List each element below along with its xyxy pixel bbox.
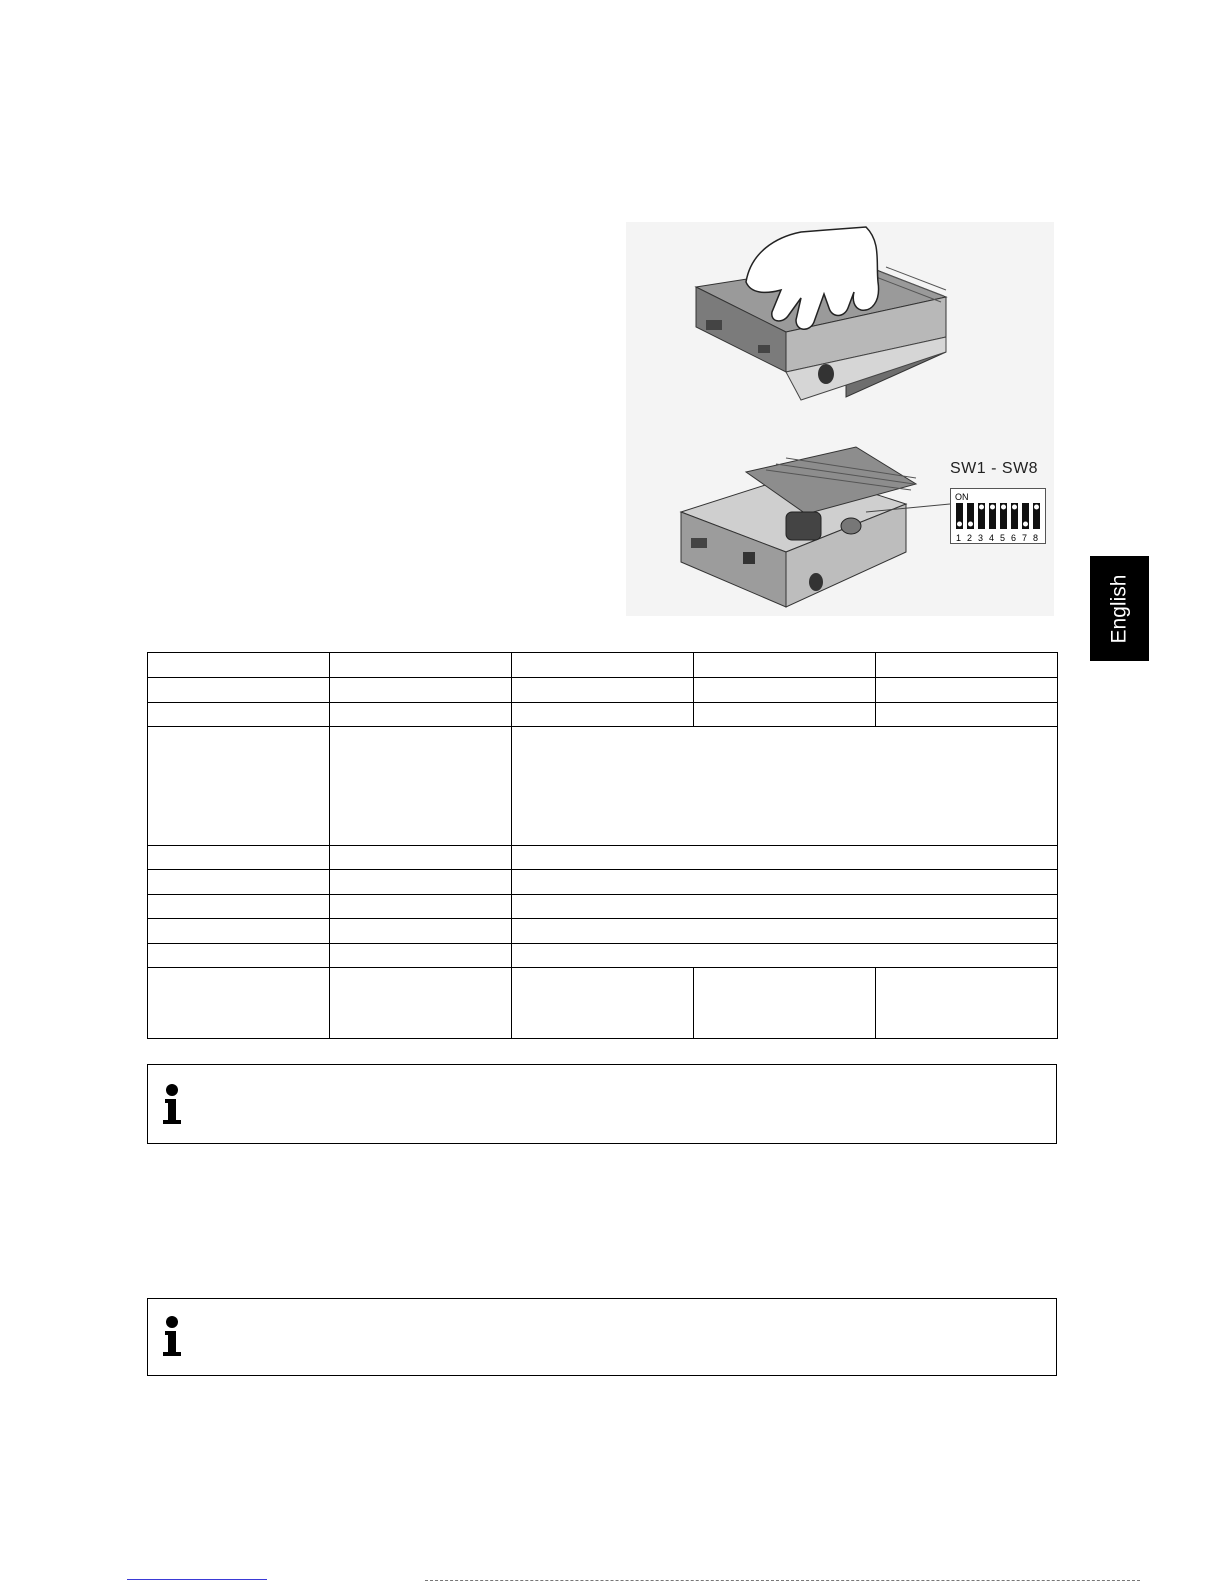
dip-number: 1: [956, 533, 962, 543]
dip-switch-drawing: [951, 489, 1045, 543]
table-cell: [694, 653, 876, 678]
table-cell: [512, 678, 694, 703]
table-cell: [148, 944, 330, 968]
table-cell: [148, 703, 330, 727]
table-cell: [876, 678, 1058, 703]
table-cell: [512, 870, 1058, 895]
table-cell: [512, 944, 1058, 968]
dip-number: 7: [1022, 533, 1028, 543]
table-cell: [330, 678, 512, 703]
printer-open: [681, 447, 950, 607]
table-cell: [148, 653, 330, 678]
info-icon: [161, 1083, 183, 1127]
table-cell: [330, 653, 512, 678]
table-cell: [330, 968, 512, 1039]
table-cell: [330, 846, 512, 870]
table-cell: [330, 703, 512, 727]
printer-closed: [696, 227, 946, 400]
table-cell: [512, 653, 694, 678]
table-cell: [512, 968, 694, 1039]
table-cell: [694, 968, 876, 1039]
table-cell: [330, 727, 512, 846]
table-row: [148, 727, 1058, 846]
printer-illustration: [626, 222, 1054, 616]
dip-number: 5: [1000, 533, 1006, 543]
info-note-box: [147, 1298, 1057, 1376]
dip-switch-levers: [956, 503, 1040, 529]
language-tab-label: English: [1107, 574, 1131, 643]
table-cell: [876, 968, 1058, 1039]
footer-rule: [425, 1580, 1140, 1581]
table-cell: [694, 678, 876, 703]
table-cell: [148, 846, 330, 870]
table-cell: [512, 846, 1058, 870]
dip-on-label: ON: [955, 492, 969, 502]
footer-link-underline: [127, 1579, 267, 1580]
dip-numbers: [956, 533, 1038, 543]
table-cell: [148, 895, 330, 919]
table-cell: [330, 944, 512, 968]
table-row: [148, 703, 1058, 727]
dip-number: 2: [967, 533, 973, 543]
info-icon: [161, 1315, 183, 1359]
dip-switch-block: [950, 488, 1046, 544]
table-cell: [148, 678, 330, 703]
table-cell: [330, 870, 512, 895]
table-cell: [876, 703, 1058, 727]
table-cell: [512, 703, 694, 727]
table-cell: [148, 870, 330, 895]
table-row: [148, 895, 1058, 919]
table-row: [148, 678, 1058, 703]
dip-settings-table: [147, 652, 1058, 1039]
table-row: [148, 846, 1058, 870]
table-cell: [694, 703, 876, 727]
table-cell: [512, 895, 1058, 919]
printer-drawing: [626, 222, 1054, 616]
table-row: [148, 653, 1058, 678]
table-cell: [512, 919, 1058, 944]
table-cell: [330, 919, 512, 944]
language-tab: [1090, 556, 1149, 661]
dip-number: 3: [978, 533, 984, 543]
table-cell: [148, 968, 330, 1039]
dip-number: 6: [1011, 533, 1017, 543]
table-cell: [512, 727, 1058, 846]
table-cell: [148, 727, 330, 846]
table-row: [148, 870, 1058, 895]
table-row: [148, 968, 1058, 1039]
table-row: [148, 944, 1058, 968]
dip-switch-label: SW1 - SW8: [950, 460, 1039, 477]
dip-number: 4: [989, 533, 995, 543]
table-row: [148, 919, 1058, 944]
table-cell: [876, 653, 1058, 678]
info-note-box: [147, 1064, 1057, 1144]
table-cell: [148, 919, 330, 944]
dip-number: 8: [1033, 533, 1039, 543]
table-cell: [330, 895, 512, 919]
